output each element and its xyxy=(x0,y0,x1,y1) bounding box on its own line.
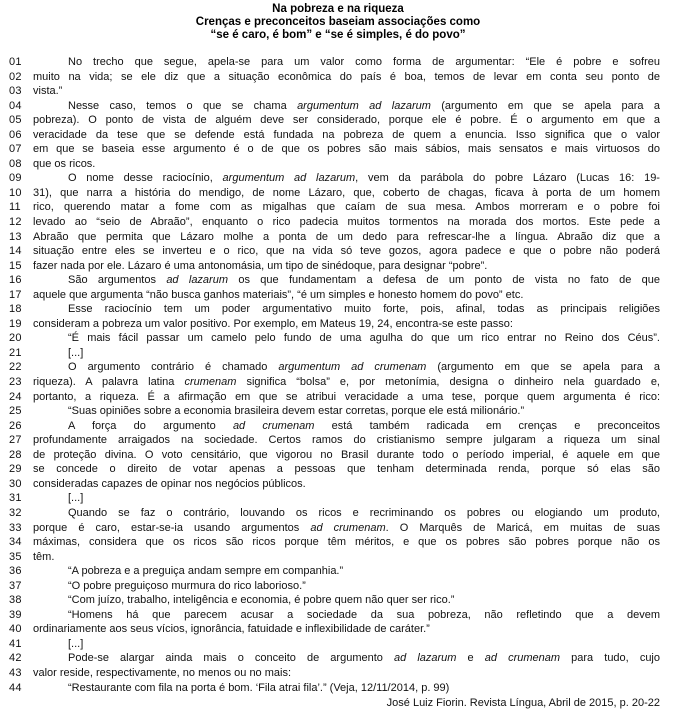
line-text: muito na vida; se ele diz que a situação econômica do país é boa, temos de levar em conta seu ponto de xyxy=(33,70,660,83)
latin-term: ad crumenam xyxy=(484,652,561,665)
line-text: “Homens há que parecem acusar a sociedade da sua pobreza, não refletindo que a devem xyxy=(68,608,660,621)
text-line xyxy=(0,244,676,259)
text-line xyxy=(0,462,676,477)
line-number: 37 xyxy=(9,579,22,592)
text-line xyxy=(0,331,676,346)
line-text: “Restaurante com fila na porta é bom. ‘Fila atrai fila’.” (Veja, 12/11/2014, p. 99) xyxy=(68,681,450,694)
line-text: [...] xyxy=(68,346,84,359)
line-number: 29 xyxy=(9,463,22,476)
line-number: 08 xyxy=(9,157,22,170)
line-number: 35 xyxy=(9,550,22,563)
line-text: Quando se faz o contrário, louvando os ricos e recriminando os pobres ou elogiando um produto, xyxy=(68,506,660,519)
line-text: fazer nada por ele. Lázaro é uma antonomásia, um tipo de sinédoque, para designar “pobre”. xyxy=(33,259,488,272)
line-text: profundamente arraigados na sociedade. Certos ramos do cristianismo sempre julgaram a riqueza um sinal xyxy=(33,434,660,447)
line-number: 07 xyxy=(9,143,22,156)
latin-term: crumenam xyxy=(184,376,237,389)
line-number: 44 xyxy=(9,681,22,694)
document-title-line1: Na pobreza e na riqueza xyxy=(272,3,404,15)
text-line xyxy=(0,99,676,114)
line-text: pobreza). O ponto de vista de alguém deve ser considerado, porque ele é pobre. É o argumento em que a xyxy=(33,114,660,127)
line-number: 17 xyxy=(9,288,22,301)
text-line xyxy=(0,157,676,172)
text-line xyxy=(0,230,676,245)
text-line xyxy=(0,259,676,274)
text-line xyxy=(0,622,676,637)
document-title-line2: Crenças e preconceitos baseiam associações como xyxy=(195,16,481,28)
line-number: 33 xyxy=(9,521,22,534)
text-line xyxy=(0,128,676,143)
latin-term: ad crumenam xyxy=(310,521,386,534)
document-header xyxy=(0,0,676,42)
text-line xyxy=(0,215,676,230)
line-number: 06 xyxy=(9,128,22,141)
line-text: ordinariamente aos seus vícios, ignorância, fatuidade e inflexibilidade de caráter.” xyxy=(33,623,430,636)
line-text: O argumento contrário é chamado argumentum ad crumenam (argumento em que se apela para a xyxy=(68,361,660,374)
text-line xyxy=(0,390,676,405)
line-number: 09 xyxy=(9,172,22,185)
text-line xyxy=(0,550,676,565)
text-line xyxy=(0,55,676,70)
line-text: Esse raciocínio tem um poder argumentativo muito forte, pois, afinal, todas as principais religiões xyxy=(68,303,660,316)
line-number: 19 xyxy=(9,317,22,330)
line-text: portanto, a riqueza. É a afirmação em que se atribui veracidade a uma tese, porque quem argumenta é rico: xyxy=(33,390,660,403)
line-number: 36 xyxy=(9,565,22,578)
text-line xyxy=(0,317,676,332)
line-text: consideradas capazes de opinar nos negócios públicos. xyxy=(33,477,306,490)
line-number: 42 xyxy=(9,652,22,665)
text-line xyxy=(0,448,676,463)
line-number: 31 xyxy=(9,492,22,505)
line-number: 39 xyxy=(9,608,22,621)
line-text: veracidade da tese que se defende está fundada na pobreza de quem a enuncia. Isso significa que o valor xyxy=(33,128,660,141)
line-text: A força do argumento ad crumenam está também radicada em crenças e preconceitos xyxy=(68,419,660,432)
attribution-source: José Luiz Fiorin. Revista Língua, Abril de 2015, p. 20-22 xyxy=(386,697,660,710)
text-line xyxy=(0,491,676,506)
line-number: 22 xyxy=(9,361,22,374)
text-line xyxy=(0,360,676,375)
line-text: Pode-se alargar ainda mais o conceito de argumento ad lazarum e ad crumenam para tudo, cujo xyxy=(68,652,660,665)
line-number: 24 xyxy=(9,390,22,403)
line-text: [...] xyxy=(68,637,84,650)
line-number: 03 xyxy=(9,85,22,98)
line-number: 41 xyxy=(9,637,22,650)
line-text: riqueza). A palavra latina crumenam significa “bolsa” e, por metonímia, designa o dinheiro nela guardado e, xyxy=(33,376,660,389)
line-number: 05 xyxy=(9,114,22,127)
line-text: 31), que narra a história do mendigo, de nome Lázaro, que, coberto de chagas, ficava à porta de um homem xyxy=(33,186,660,199)
line-text: consideram a pobreza um valor positivo. Por exemplo, em Mateus 19, 24, encontra-se este passo: xyxy=(33,317,513,330)
text-line xyxy=(0,666,676,681)
text-body xyxy=(0,55,676,695)
text-line xyxy=(0,579,676,594)
line-number: 13 xyxy=(9,230,22,243)
line-number: 11 xyxy=(9,201,21,214)
line-text: O nome desse raciocínio, argumentum ad lazarum, vem da parábola do pobre Lázaro (Lucas 16: 19- xyxy=(68,172,660,185)
line-text: em que se baseia esse argumento é o de que os pobres são mais sábios, mais sensatos e mais virtuosos do xyxy=(33,143,660,156)
line-number: 12 xyxy=(9,216,22,229)
text-line xyxy=(0,288,676,303)
line-number: 27 xyxy=(9,434,22,447)
line-text: se concede o direito de votar apenas a pessoas que tenham determinada renda, porque só elas são xyxy=(33,463,660,476)
text-line xyxy=(0,273,676,288)
line-number: 21 xyxy=(9,346,22,359)
text-line xyxy=(0,186,676,201)
line-number: 02 xyxy=(9,70,22,83)
line-number: 34 xyxy=(9,536,22,549)
line-number: 43 xyxy=(9,666,22,679)
text-line xyxy=(0,302,676,317)
line-number: 15 xyxy=(9,259,22,272)
text-line xyxy=(0,404,676,419)
line-number: 32 xyxy=(9,506,22,519)
line-text: Nesse caso, temos o que se chama argumentum ad lazarum (argumento em que se apela para a xyxy=(68,99,660,112)
latin-term: argumentum ad lazarum xyxy=(222,172,356,185)
line-number: 26 xyxy=(9,419,22,432)
line-number: 14 xyxy=(9,245,22,258)
line-number: 23 xyxy=(9,376,22,389)
line-text: que os ricos. xyxy=(33,157,96,170)
line-text: de proteção divina. O voto censitário, que vigorou no Brasil durante todo o período imperial, é aquele em que xyxy=(33,448,660,461)
line-number: 25 xyxy=(9,405,22,418)
text-line xyxy=(0,651,676,666)
text-line xyxy=(0,142,676,157)
line-text: São argumentos ad lazarum os que fundamentam a defesa de um ponto de vista no fato de que xyxy=(68,274,660,287)
line-number: 40 xyxy=(9,623,22,636)
text-line xyxy=(0,608,676,623)
line-text: situação entre eles se inverteu e o rico, que na vida só teve gozos, agora padece e que o pobre não poderá xyxy=(33,245,660,258)
line-number: 20 xyxy=(9,332,22,345)
text-line xyxy=(0,433,676,448)
text-line xyxy=(0,506,676,521)
text-line xyxy=(0,113,676,128)
line-text: levado ao “seio de Abraão”, enquanto o rico padecia muitos tormentos na morada dos mortos. Este pede a xyxy=(33,216,660,229)
text-line xyxy=(0,375,676,390)
line-text: “Suas opiniões sobre a economia brasileira devem estar corretas, porque ele está milionário.” xyxy=(68,405,525,418)
document-title-line3: “se é caro, é bom” e “se é simples, é do povo” xyxy=(210,29,466,41)
text-line xyxy=(0,346,676,361)
text-line xyxy=(0,535,676,550)
line-number: 28 xyxy=(9,448,22,461)
text-line xyxy=(0,593,676,608)
line-text: aquele que argumenta “não busca ganhos materiais”, “é um simples e honesto homem do povo” etc. xyxy=(33,288,524,301)
line-number: 10 xyxy=(9,186,22,199)
latin-term: ad crumenam xyxy=(232,419,315,432)
text-line xyxy=(0,637,676,652)
line-text: máximas, considera que os ricos são ricos porque têm méritos, e que os pobres são pobres porque não os xyxy=(33,536,660,549)
line-text: [...] xyxy=(68,492,84,505)
text-line xyxy=(0,419,676,434)
line-number: 16 xyxy=(9,274,22,287)
line-number: 01 xyxy=(9,56,22,68)
line-text: valor reside, respectivamente, no menos ou no mais: xyxy=(33,666,292,679)
line-number: 18 xyxy=(9,303,22,316)
text-line xyxy=(0,521,676,536)
latin-term: ad lazarum xyxy=(394,652,457,665)
line-text: Abraão que permita que Lázaro molhe a ponta de um dedo para refrescar-lhe a língua. Abraão diz que a xyxy=(33,230,660,243)
latin-term: argumentum ad lazarum xyxy=(297,99,431,112)
line-number: 30 xyxy=(9,477,22,490)
latin-term: argumentum ad crumenam xyxy=(278,361,427,374)
line-text: vista.” xyxy=(33,85,63,98)
line-text: têm. xyxy=(33,550,55,563)
text-line xyxy=(0,200,676,215)
line-text: No trecho que segue, apela-se para um valor como forma de argumentar: “Ele é pobre e sofreu xyxy=(68,56,660,68)
text-line xyxy=(0,477,676,492)
line-text: “O pobre preguiçoso murmura do rico laborioso.” xyxy=(68,579,306,592)
text-line xyxy=(0,84,676,99)
text-line xyxy=(0,681,676,696)
text-line xyxy=(0,564,676,579)
text-line xyxy=(0,70,676,85)
line-number: 38 xyxy=(9,594,22,607)
line-text: “A pobreza e a preguiça andam sempre em companhia.” xyxy=(68,565,344,578)
line-text: “Com juízo, trabalho, inteligência e economia, é pobre quem não quer ser rico.” xyxy=(68,594,455,607)
text-line xyxy=(0,171,676,186)
line-text: rico, querendo matar a fome com as migalhas que caíam de sua mesa. Ambos morreram e o pobre foi xyxy=(33,201,660,214)
latin-term: ad lazarum xyxy=(166,274,228,287)
line-number: 04 xyxy=(9,99,22,112)
line-text: porque é caro, estar-se-ia usando argumentos ad crumenam. O Marquês de Maricá, em muitas de suas xyxy=(33,521,660,534)
line-text: “É mais fácil passar um camelo pelo fundo de uma agulha do que um rico entrar no Reino dos Céus”. xyxy=(68,332,660,345)
